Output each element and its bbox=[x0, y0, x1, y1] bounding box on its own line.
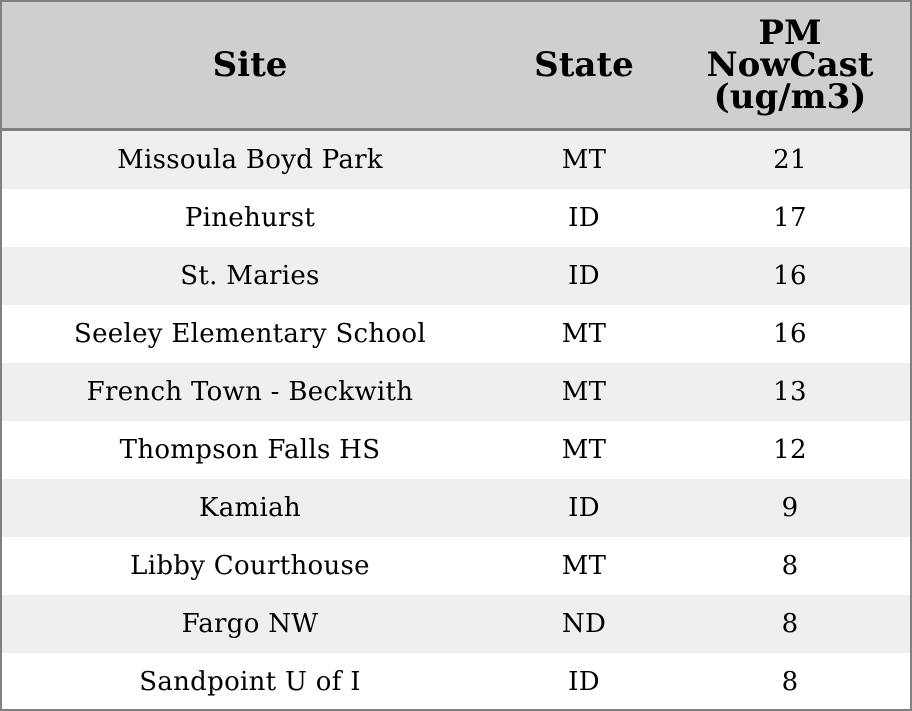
site-cell: Kamiah bbox=[199, 492, 301, 523]
site-cell: Sandpoint U of I bbox=[139, 666, 361, 697]
state-cell: ID bbox=[568, 202, 600, 233]
site-cell: St. Maries bbox=[180, 260, 320, 291]
pm-value-cell: 17 bbox=[773, 202, 807, 233]
pm-value-cell: 21 bbox=[773, 144, 807, 175]
table-row bbox=[2, 537, 910, 595]
state-cell: MT bbox=[561, 318, 607, 349]
site-cell: Fargo NW bbox=[181, 608, 319, 639]
pm-value-cell: 8 bbox=[781, 666, 799, 697]
header-pm-line1: PM bbox=[758, 12, 822, 53]
pm-value-cell: 12 bbox=[773, 434, 807, 465]
header-row bbox=[2, 2, 910, 129]
header-pm-line2: NowCast bbox=[706, 44, 874, 85]
pm-value-cell: 16 bbox=[773, 318, 807, 349]
site-cell: Missoula Boyd Park bbox=[117, 144, 383, 175]
pm-value-cell: 8 bbox=[781, 550, 799, 581]
state-cell: ID bbox=[568, 666, 600, 697]
site-cell: Libby Courthouse bbox=[130, 550, 370, 581]
pm-value-cell: 8 bbox=[781, 608, 799, 639]
table-row bbox=[2, 131, 910, 189]
state-cell: MT bbox=[561, 434, 607, 465]
table-row bbox=[2, 421, 910, 479]
header-pm-nowcast bbox=[670, 2, 910, 129]
header-state: State bbox=[534, 44, 634, 85]
header-site: Site bbox=[212, 44, 288, 85]
pm-value-cell: 13 bbox=[773, 376, 807, 407]
site-cell: Seeley Elementary School bbox=[74, 318, 426, 349]
table-row bbox=[2, 653, 910, 711]
state-cell: ID bbox=[568, 260, 600, 291]
state-cell: MT bbox=[561, 550, 607, 581]
table-row bbox=[2, 479, 910, 537]
table-row bbox=[2, 595, 910, 653]
header-pm-line3: (ug/m3) bbox=[713, 76, 867, 117]
state-cell: ID bbox=[568, 492, 600, 523]
table-body bbox=[2, 129, 910, 711]
state-cell: MT bbox=[561, 376, 607, 407]
site-cell: Pinehurst bbox=[184, 202, 316, 233]
pm-value-cell: 9 bbox=[781, 492, 799, 523]
site-cell: Thompson Falls HS bbox=[119, 434, 381, 465]
table-header bbox=[2, 2, 910, 129]
table-row bbox=[2, 247, 910, 305]
pm-value-cell: 16 bbox=[773, 260, 807, 291]
table-row bbox=[2, 189, 910, 247]
site-cell: French Town - Beckwith bbox=[86, 376, 414, 407]
state-cell: MT bbox=[561, 144, 607, 175]
state-cell: ND bbox=[561, 608, 607, 639]
pm-nowcast-table bbox=[2, 2, 910, 711]
table-row bbox=[2, 305, 910, 363]
table-row bbox=[2, 363, 910, 421]
